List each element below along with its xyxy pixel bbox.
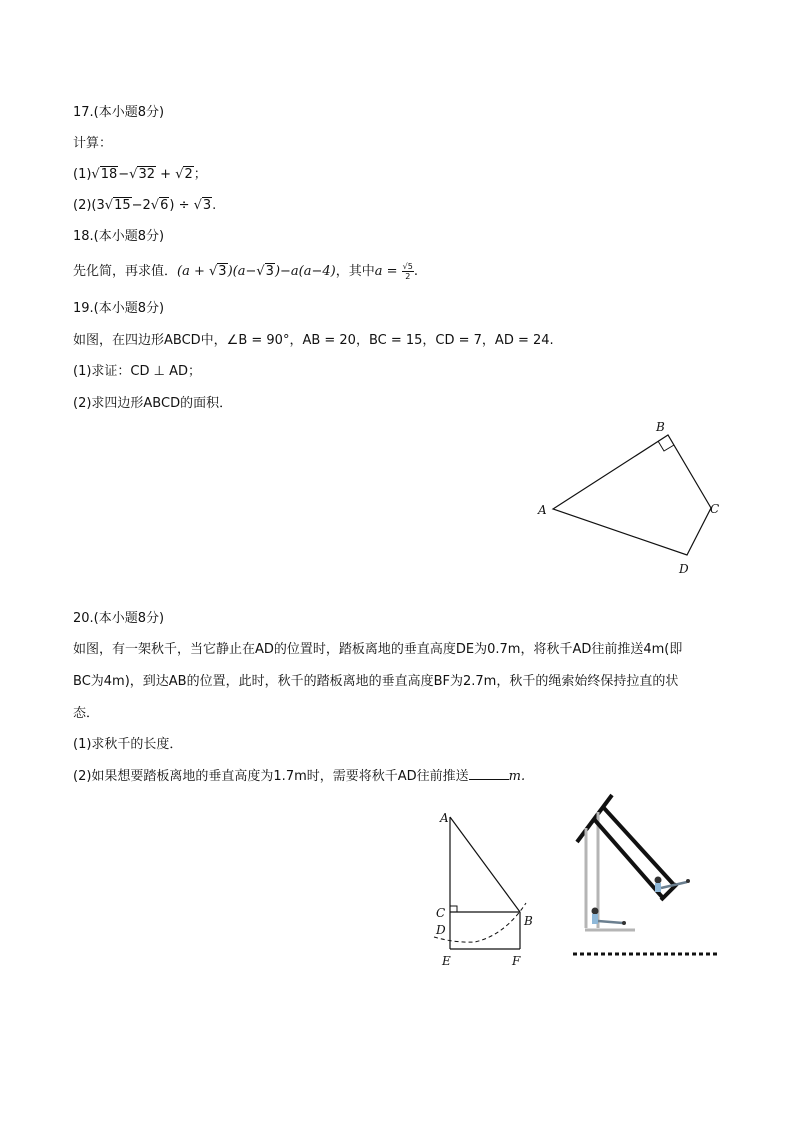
label-e: E <box>442 954 451 968</box>
punctuation: . <box>212 198 217 213</box>
q20-text-line3: 态． <box>73 706 100 721</box>
q20-text-line2: BC为4m)，到达AB的位置，此时，秋千的踏板离地的垂直高度BF为2.7m，秋千的绳索始终保持拉直的状 <box>73 674 679 689</box>
q20-header: 20.(本小题8分) <box>73 611 165 626</box>
q17-part2: (2)(3√15−2√6) ÷ √3. <box>73 198 217 213</box>
q18-header: 18.(本小题8分) <box>73 229 165 244</box>
radicand: 2 <box>184 167 193 182</box>
q17-part2-prefix: (2)(3 <box>73 198 105 213</box>
operator: ) ÷ <box>169 198 194 213</box>
q18-statement: 先化简，再求值．(a + √3)(a−√3)−a(a−4)，其中a = $\frac{√5}{2}$ . <box>73 262 418 281</box>
q18-text: ，其中 <box>335 264 375 279</box>
radicand: 3 <box>265 264 274 279</box>
radicand: 3 <box>218 264 227 279</box>
radicand: 3 <box>202 198 212 213</box>
label-f: F <box>512 954 521 968</box>
label-a: A <box>440 811 449 825</box>
punctuation: . <box>413 264 418 279</box>
q20-part2-text: (2)如果想要踏板离地的垂直高度为1.7m时，需要将秋千AD往前推送 <box>73 769 469 784</box>
label-b: B <box>656 420 665 434</box>
label-d: D <box>436 923 446 937</box>
fraction-denominator: 2 <box>405 272 411 281</box>
operator: − <box>118 167 130 182</box>
q18-text: 先化简，再求值． <box>73 264 178 279</box>
q19-part1: (1)求证：CD ⊥ AD； <box>73 364 201 379</box>
fraction <box>402 262 414 281</box>
unit: m. <box>508 769 526 784</box>
q19-part2: (2)求四边形ABCD的面积． <box>73 396 233 411</box>
radicand: 18 <box>100 167 118 182</box>
q17-part1: (1)√18−√32 + √2； <box>73 167 207 182</box>
answer-blank[interactable] <box>469 767 509 780</box>
q17-intro: 计算： <box>73 136 113 151</box>
q20-text-line1: 如图，有一架秋千，当它静止在AD的位置时，踏板离地的垂直高度DE为0.7m，将秋千AD往前推送4m(即 <box>73 642 683 657</box>
q17-header: 17.(本小题8分) <box>73 105 165 120</box>
label-d: D <box>679 562 689 576</box>
expression: )−a(a−4) <box>274 264 336 279</box>
operator: −2 <box>131 198 151 213</box>
label-c: C <box>710 502 720 516</box>
radicand: 32 <box>138 167 156 182</box>
operator: + <box>160 167 172 182</box>
expression: )(a− <box>227 264 257 279</box>
punctuation: ； <box>193 167 207 182</box>
label-a: A <box>538 503 547 517</box>
expression: (a + <box>177 264 209 279</box>
q20-part2 <box>73 767 525 786</box>
child-figure-resting <box>592 908 627 926</box>
q19-header: 19.(本小题8分) <box>73 301 165 316</box>
label-c: C <box>436 906 446 920</box>
q20-swing-diagram <box>430 805 540 970</box>
q19-quadrilateral-figure <box>530 415 730 580</box>
q20-part1: (1)求秋千的长度． <box>73 737 183 752</box>
swing-illustration <box>565 790 725 960</box>
q19-statement: 如图，在四边形ABCD中，∠B = 90°，AB = 20，BC = 15，CD = 7，AD = 24. <box>73 333 554 348</box>
fraction-numerator: √5 <box>402 262 413 271</box>
variable: a = <box>374 264 398 279</box>
q17-part1-prefix: (1) <box>73 167 92 182</box>
label-b: B <box>524 914 533 928</box>
radicand: 15 <box>114 198 131 213</box>
radicand: 6 <box>160 198 169 213</box>
